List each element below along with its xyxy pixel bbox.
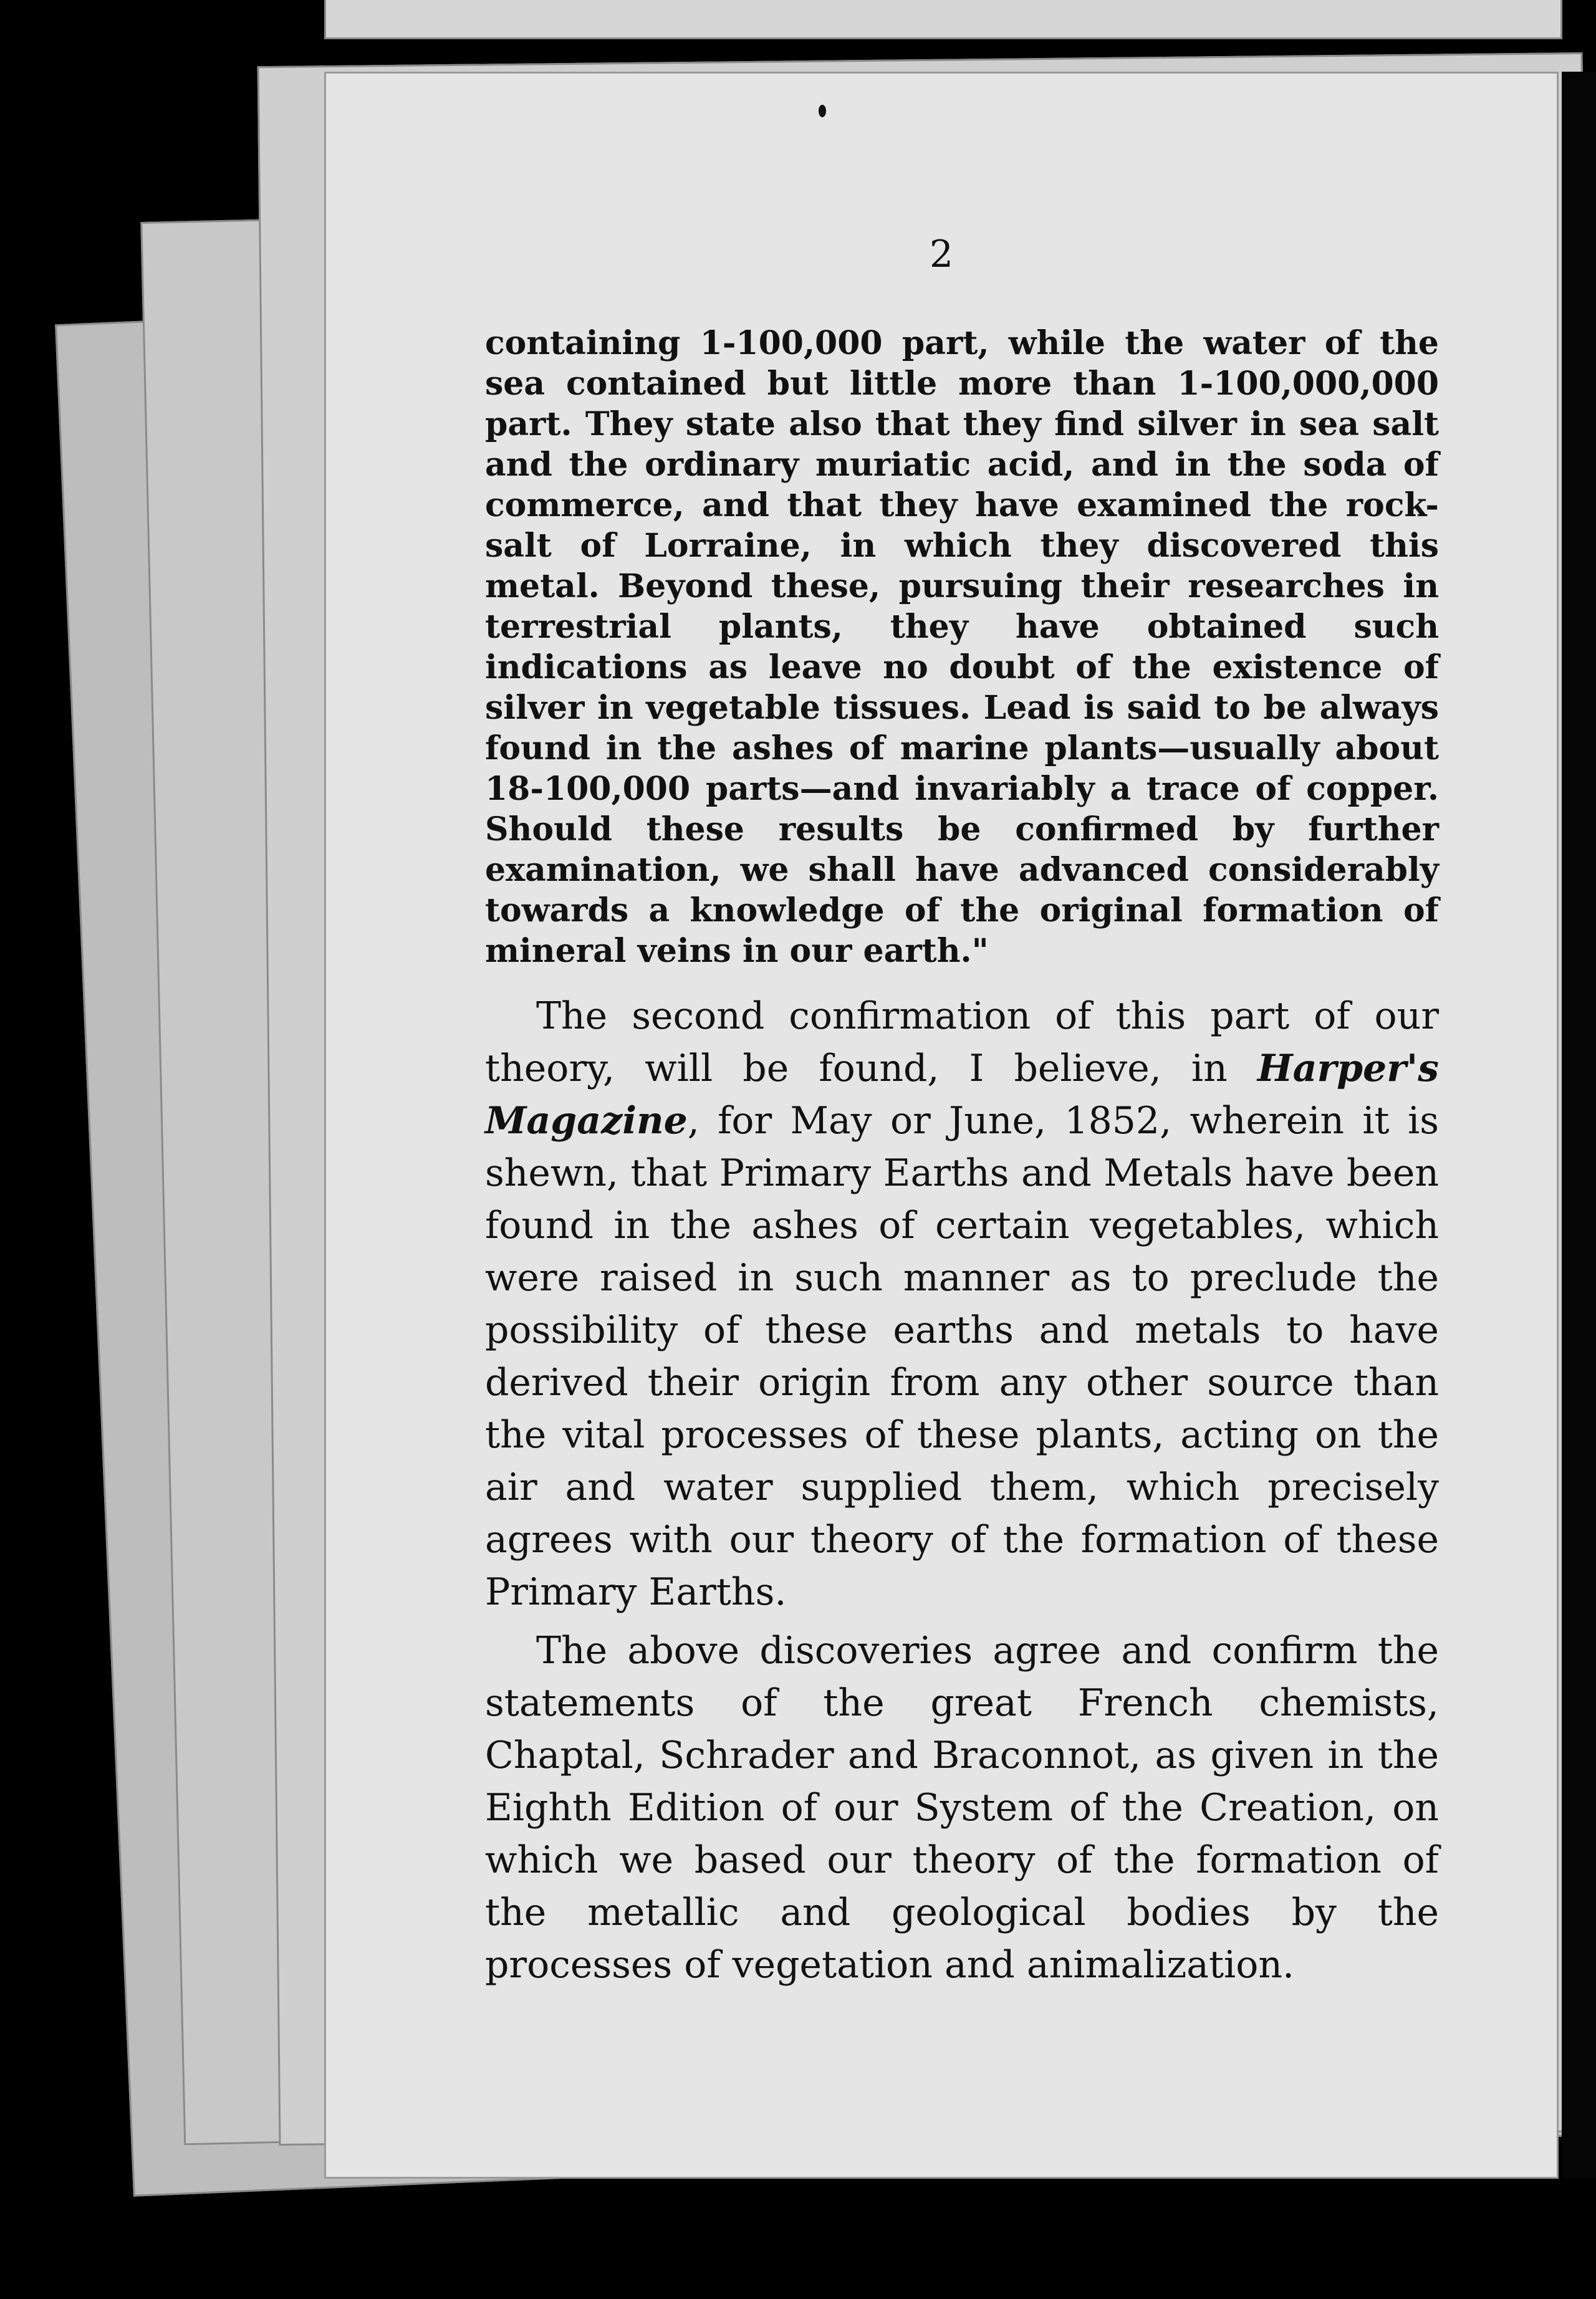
paragraph-text: The second confirmation of this part of our theory, will be found, I believe, in (485, 994, 1439, 1090)
paragraph (485, 990, 1439, 1618)
magazine-title: Harper's Magazine (485, 1047, 1439, 1143)
page-body (485, 323, 1439, 1991)
page-number: 2 (929, 233, 954, 276)
paragraph: The above discoveries agree and confirm the statements of the great French chemists, Chaptal, Schrader and Braconnot, as given in the Eighth Edition of our System of the Creation, on which we based our theory of the formation of the metallic and geological bodies by the processes of vegetation and animalization. (485, 1629, 1439, 1987)
quoted-passage: containing 1-100,000 part, while the water of the sea contained but little more than 1-100,000,000 part. They state also that they find silver in sea salt and the ordinary muriatic acid, and in the soda of commerce, and that they have examined the rock-salt of Lorraine, in which they discovered this metal. Beyond these, pursuing their researches in terrestrial plants, they have obtained such indications as leave no doubt of the existence of silver in vegetable tissues. Lead is said to be always found in the ashes of marine plants—usually about 18-100,000 parts—and invariably a trace of copper. Should these results be confirmed by further examination, we shall have advanced considerably towards a knowledge of the original formation of mineral veins in our earth." (485, 324, 1439, 970)
document-page (324, 72, 1559, 2179)
page-edge-shadow (1562, 72, 1596, 2179)
ink-spot (819, 105, 826, 117)
paragraph-text: , for May or June, 1852, wherein it is shewn, that Primary Earths and Metals have been found in the ashes of certain vegetables, which were raised in such manner as to preclude the possibility of these earths and metals to have derived their origin from any other source than the vital processes of these plants, acting on the air and water supplied them, which precisely agrees with our theory of the formation of these Primary Earths. (485, 1099, 1439, 1614)
underlying-sheet-top (324, 0, 1562, 39)
